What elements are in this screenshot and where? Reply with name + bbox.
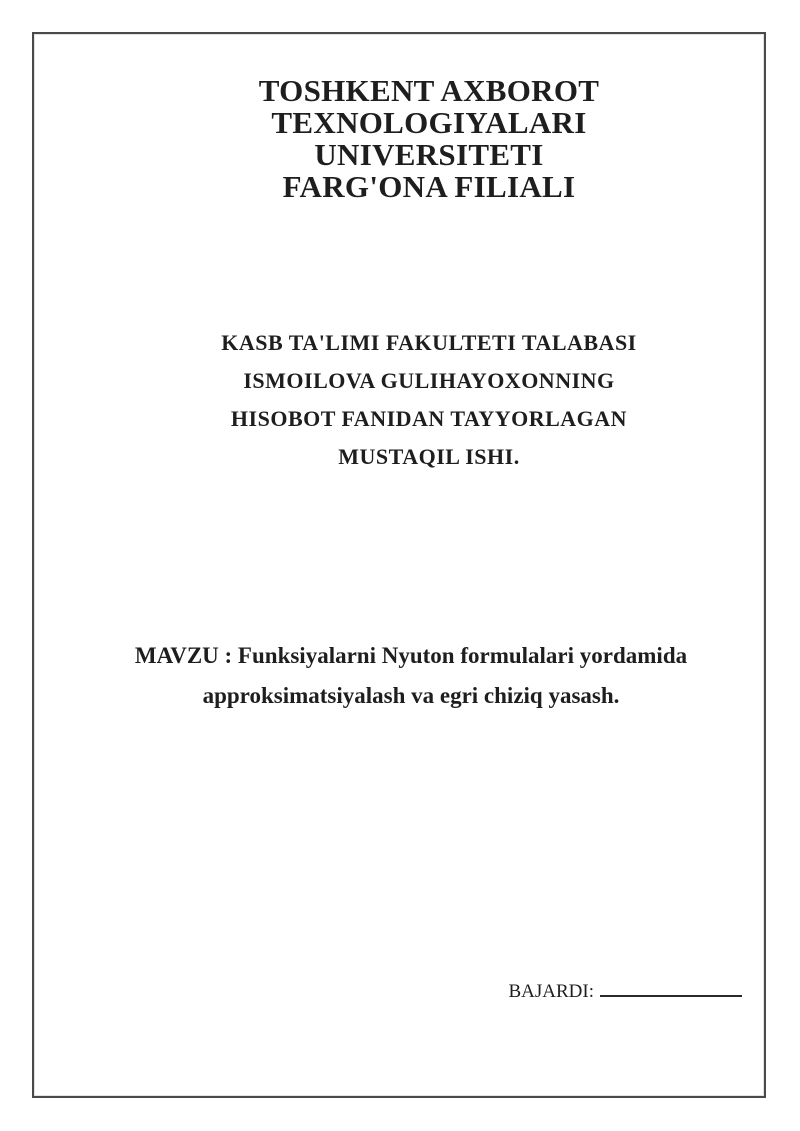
signature-blank-line	[600, 980, 742, 997]
university-title	[104, 75, 754, 203]
student-description-line-1: KASB TA'LIMI FAKULTETI TALABASI	[221, 330, 637, 355]
university-title-line-2: UNIVERSITETI	[314, 137, 544, 172]
topic-line-1: MAVZU : Funksiyalarni Nyuton formulalari yordamida	[134, 643, 688, 668]
author-label: BAJARDI:	[508, 981, 594, 1002]
student-description-line-3: HISOBOT FANIDAN TAYYORLAGAN	[230, 406, 628, 431]
university-title-line-3: FARG'ONA FILIALI	[282, 169, 576, 204]
page-border	[32, 32, 766, 1098]
topic-statement	[70, 636, 752, 716]
student-description-line-4: MUSTAQIL ISHI.	[338, 444, 520, 469]
student-description	[104, 324, 754, 476]
student-description-line-2: ISMOILOVA GULIHAYOXONNING	[243, 368, 615, 393]
university-title-line-1: TOSHKENT AXBOROT TEXNOLOGIYALARI	[258, 73, 600, 140]
topic-line-2: approksimatsiyalash va egri chiziq yasash.	[202, 683, 620, 708]
author-signature-row	[508, 980, 742, 1003]
